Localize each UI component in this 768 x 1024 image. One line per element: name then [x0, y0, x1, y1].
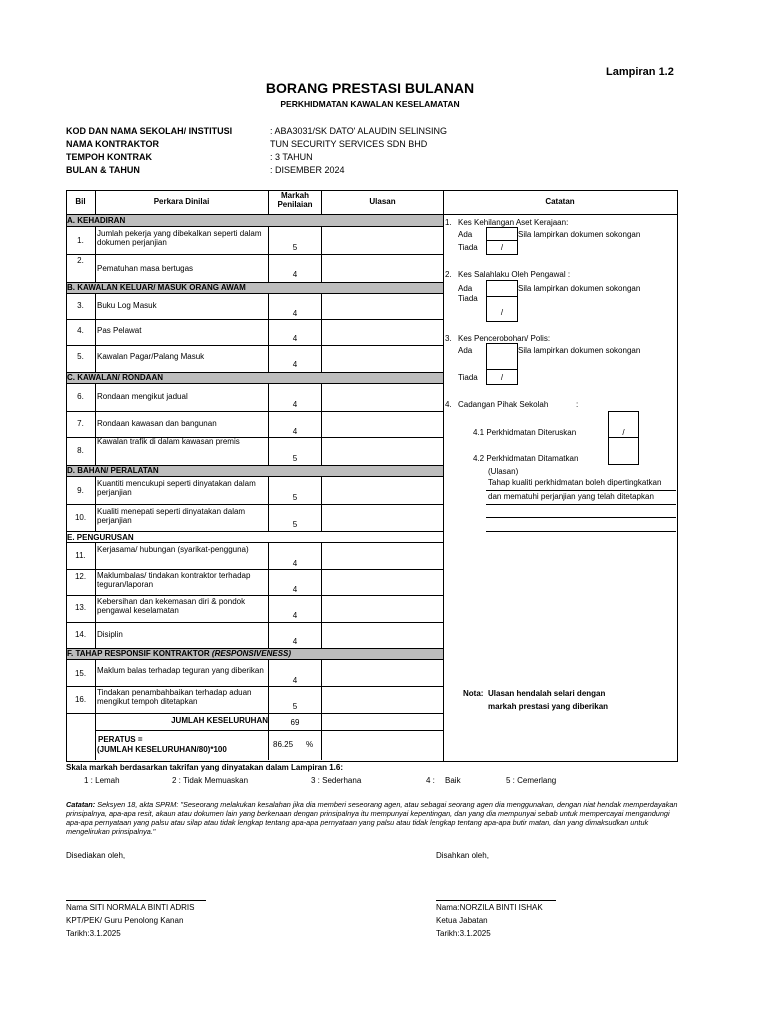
row-perkara: Rondaan mengikut jadual — [97, 392, 188, 401]
tiada-mark-1: / — [500, 243, 504, 252]
disahkan-label: Disahkan oleh, — [436, 851, 489, 860]
row-bil: 9. — [77, 486, 84, 495]
row-bil: 10. — [74, 513, 87, 522]
info-value-sekolah: : ABA3031/SK DATO' ALAUDIN SELINSING — [270, 126, 447, 136]
row-perkara: Kualiti menepati seperti dinyatakan dalam perjanjian — [97, 507, 246, 525]
legal-note: Catatan: Seksyen 18, akta SPRM: "Seseorang melakukan kesalahan jika dia memberi seseorang agen, atau sebagai seorang agen dia menggunakan, dengan niat hendak memperdayakan prinsipalnya, apa-apa resit, akaun atau dokumen lain yang berkenaan dengan prinsipalnya itu mempunyai kepentingan, dan yang dia mempunyai sebab untuk mempercayai mengandungi apa-apa pernyataan yang palsu atau silap atau tidak lengkap tentang apa-apa pernyataan yang palsu atau tidak lengkap tentang apa-apa butir matan, dan yang dimaksudkan untuk mengelirukan prinsipalnya." — [66, 800, 678, 836]
row-markah: 4 — [292, 360, 298, 369]
row-markah: 4 — [292, 309, 298, 318]
row-perkara: Kuantiti mencukupi seperti dinyatakan dalam perjanjian — [97, 479, 256, 497]
row-bil: 16. — [74, 695, 87, 704]
row-perkara: Disiplin — [97, 630, 123, 639]
jumlah-label: JUMLAH KESELURUHAN — [171, 716, 268, 725]
sila-lampirkan-2: Sila lampirkan dokumen sokongan — [518, 284, 641, 293]
row-markah: 5 — [292, 454, 298, 463]
header-perkara: Perkara Dinilai — [153, 197, 210, 206]
row-bil: 13. — [74, 603, 87, 612]
row-markah: 5 — [292, 493, 298, 502]
row-markah: 4 — [292, 270, 298, 279]
peratus-value: 86.25 — [273, 740, 294, 749]
row-bil: 6. — [77, 392, 84, 401]
row-perkara: Pas Pelawat — [97, 326, 142, 335]
header-catatan: Catatan — [545, 197, 575, 206]
right-position: Ketua Jabatan — [436, 916, 488, 925]
skala-5: 5 : Cemerlang — [506, 776, 557, 785]
row-perkara: Jumlah pekerja yang dibekalkan seperti dalam dokumen perjanjian — [97, 229, 262, 247]
row-bil: 2. — [77, 256, 84, 265]
section-e: E. PENGURUSAN — [67, 533, 134, 542]
diteruskan-mark: / — [622, 428, 625, 437]
skala-2: 2 : Tidak Memuaskan — [172, 776, 249, 785]
row-bil: 15. — [74, 669, 87, 678]
section-f: F. TAHAP RESPONSIF KONTRAKTOR (RESPONSIVENESS) — [67, 649, 292, 658]
skala-4-text: Baik — [445, 776, 461, 785]
disediakan-label: Disediakan oleh, — [66, 851, 126, 860]
ulasan-line-1: Tahap kualiti perkhidmatan boleh dipertingkatkan — [488, 478, 662, 487]
left-position: KPT/PEK/ Guru Penolong Kanan — [66, 916, 184, 925]
catatan-item-4: Cadangan Pihak Sekolah — [458, 400, 549, 409]
row-markah: 4 — [292, 637, 298, 646]
row-perkara: Rondaan kawasan dan bangunan — [97, 419, 217, 428]
skala-4-num: 4 : — [426, 776, 435, 785]
perkhidmatan-ditamatkan: 4.2 Perkhidmatan Ditamatkan — [473, 454, 579, 463]
section-d: D. BAHAN/ PERALATAN — [67, 466, 159, 475]
row-perkara: Maklum balas terhadap teguran yang diberikan — [97, 666, 264, 675]
header-markah: Markah Penilaian — [277, 191, 313, 209]
info-label-kontraktor: NAMA KONTRAKTOR — [66, 139, 159, 149]
catatan-item-1: Kes Kehilangan Aset Kerajaan: — [458, 218, 569, 227]
nota-label: Nota: — [463, 689, 484, 698]
row-perkara: Kawalan trafik di dalam kawasan premis — [97, 437, 240, 446]
info-value-bulan: : DISEMBER 2024 — [270, 165, 345, 175]
row-markah: 4 — [292, 559, 298, 568]
row-bil: 14. — [74, 630, 87, 639]
sila-lampirkan-3: Sila lampirkan dokumen sokongan — [518, 346, 641, 355]
right-date: Tarikh:3.1.2025 — [436, 929, 491, 938]
jumlah-value: 69 — [290, 718, 300, 727]
nota-line-2: markah prestasi yang diberikan — [488, 702, 609, 711]
row-bil: 8. — [77, 446, 84, 455]
ada-label: Ada — [458, 284, 473, 293]
sila-lampirkan-1: Sila lampirkan dokumen sokongan — [518, 230, 641, 239]
row-markah: 4 — [292, 334, 298, 343]
tiada-mark-2: / — [500, 308, 504, 317]
row-bil: 3. — [77, 301, 84, 310]
skala-1: 1 : Lemah — [84, 776, 120, 785]
page-subtitle: PERKHIDMATAN KAWALAN KESELAMATAN — [280, 99, 460, 109]
row-perkara: Buku Log Masuk — [97, 301, 157, 310]
ada-label: Ada — [458, 230, 473, 239]
peratus-label-1: PERATUS = — [98, 735, 143, 744]
section-c: C. KAWALAN/ RONDAAN — [67, 373, 163, 382]
catatan-item-4-num: 4. — [445, 400, 452, 409]
header-bil: Bil — [75, 197, 86, 206]
row-markah: 4 — [292, 676, 298, 685]
peratus-label-2: (JUMLAH KESELURUHAN/80)*100 — [97, 745, 227, 754]
catatan-item-1-num: 1. — [445, 218, 452, 227]
skala-3: 3 : Sederhana — [311, 776, 362, 785]
header-ulasan: Ulasan — [369, 197, 396, 206]
row-markah: 4 — [292, 400, 298, 409]
row-bil: 7. — [77, 419, 84, 428]
left-name: Nama SITI NORMALA BINTI ADRIS — [66, 903, 195, 912]
row-bil: 11. — [75, 551, 86, 560]
info-value-kontraktor: TUN SECURITY SERVICES SDN BHD — [270, 139, 428, 149]
right-name: Nama:NORZILA BINTI ISHAK — [436, 903, 543, 912]
percent-sign: % — [306, 740, 314, 749]
catatan-item-2: Kes Salahlaku Oleh Pengawal : — [458, 270, 571, 279]
info-label-tempoh: TEMPOH KONTRAK — [66, 152, 152, 162]
row-bil: 12. — [74, 572, 87, 581]
page-title: BORANG PRESTASI BULANAN — [265, 80, 475, 96]
info-label-bulan: BULAN & TAHUN — [66, 165, 140, 175]
row-markah: 4 — [292, 585, 298, 594]
tiada-label: Tiada — [458, 373, 478, 382]
row-perkara: Pematuhan masa bertugas — [97, 264, 194, 273]
catatan-item-3: Kes Pencerobohan/ Polis: — [458, 334, 551, 343]
row-markah: 4 — [292, 427, 298, 436]
row-bil: 1. — [77, 236, 84, 245]
nota-line-1: Ulasan hendalah selari dengan — [488, 689, 606, 698]
tiada-label: Tiada — [458, 294, 478, 303]
row-markah: 5 — [292, 243, 298, 252]
row-perkara: Tindakan penambahbaikan terhadap aduan mengikut tempoh ditetapkan — [97, 688, 252, 706]
section-b: B. KAWALAN KELUAR/ MASUK ORANG AWAM — [67, 283, 246, 292]
row-markah: 5 — [292, 702, 298, 711]
row-markah: 5 — [292, 520, 298, 529]
ada-label: Ada — [458, 346, 473, 355]
tiada-mark-3: / — [500, 373, 504, 382]
ulasan-kurung: (Ulasan) — [488, 467, 519, 476]
info-label-sekolah: KOD DAN NAMA SEKOLAH/ INSTITUSI — [66, 126, 233, 136]
left-date: Tarikh:3.1.2025 — [66, 929, 121, 938]
section-a: A. KEHADIRAN — [67, 216, 126, 225]
tiada-label: Tiada — [458, 243, 478, 252]
lampiran-label: Lampiran 1.2 — [606, 66, 674, 78]
info-value-tempoh: : 3 TAHUN — [270, 152, 313, 162]
row-perkara: Maklumbalas/ tindakan kontraktor terhadap teguran/laporan — [97, 571, 251, 589]
catatan-item-3-num: 3. — [445, 334, 452, 343]
row-markah: 4 — [292, 611, 298, 620]
perkhidmatan-diteruskan: 4.1 Perkhidmatan Diteruskan — [473, 428, 577, 437]
row-bil: 5. — [77, 352, 84, 361]
row-perkara: Kerjasama/ hubungan (syarikat-pengguna) — [97, 545, 249, 554]
catatan-item-4-colon: : — [576, 400, 579, 409]
row-perkara: Kebersihan dan kekemasan diri & pondok pengawal keselamatan — [97, 597, 246, 615]
catatan-item-2-num: 2. — [445, 270, 452, 279]
skala-title: Skala markah berdasarkan takrifan yang dinyatakan dalam Lampiran 1.6: — [66, 763, 344, 772]
row-perkara: Kawalan Pagar/Palang Masuk — [97, 352, 205, 361]
ulasan-line-2: dan mematuhi perjanjian yang telah ditetapkan — [488, 492, 654, 501]
row-bil: 4. — [77, 326, 84, 335]
